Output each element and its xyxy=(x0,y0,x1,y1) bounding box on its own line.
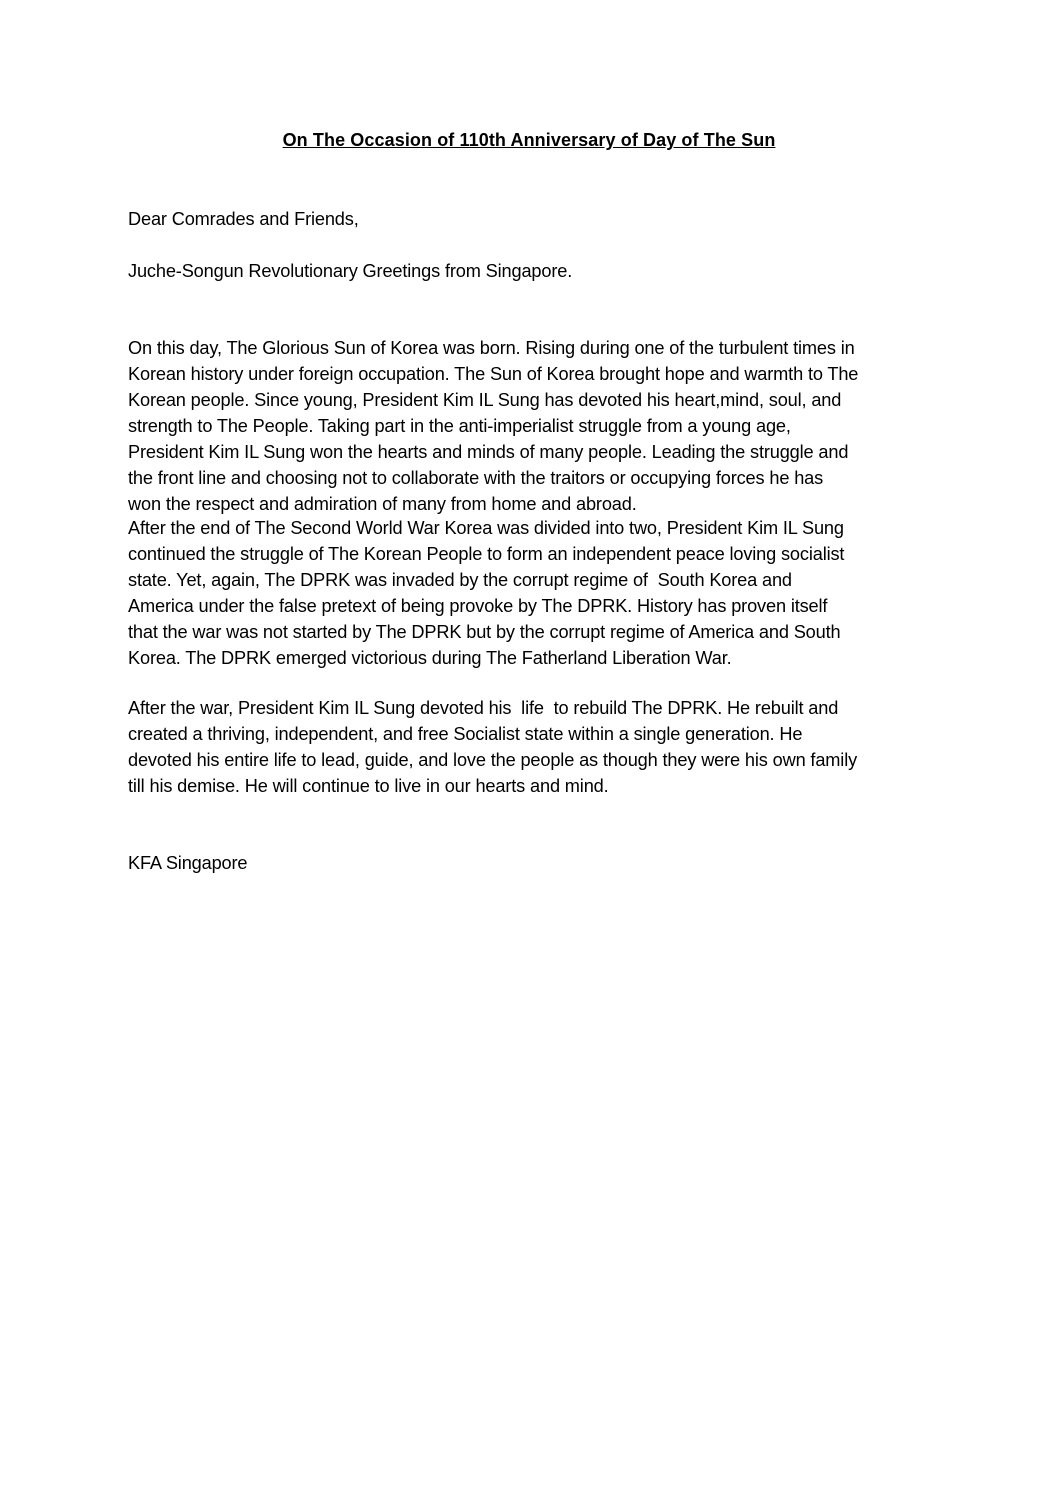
paragraph-line: created a thriving, independent, and free Socialist state within a single generation. He xyxy=(128,724,803,744)
salutation xyxy=(128,206,948,232)
paragraph-line: Korean history under foreign occupation. The Sun of Korea brought hope and warmth to The xyxy=(128,364,859,384)
paragraph-line: Korea. The DPRK emerged victorious during The Fatherland Liberation War. xyxy=(128,648,732,668)
paragraph-line: continued the struggle of The Korean People to form an independent peace loving socialist xyxy=(128,544,845,564)
paragraph-line: the front line and choosing not to collaborate with the traitors or occupying forces he has xyxy=(128,468,824,488)
paragraph-line: state. Yet, again, The DPRK was invaded by the corrupt regime of South Korea and xyxy=(128,570,792,590)
paragraph-line: On this day, The Glorious Sun of Korea was born. Rising during one of the turbulent times in xyxy=(128,338,855,358)
signature xyxy=(128,850,948,876)
paragraph-line: America under the false pretext of being provoke by The DPRK. History has proven itself xyxy=(128,596,828,616)
paragraph-1 xyxy=(128,335,948,517)
paragraph-line: devoted his entire life to lead, guide, and love the people as though they were his own family xyxy=(128,750,858,770)
paragraph-line: Korean people. Since young, President Kim IL Sung has devoted his heart,mind, soul, and xyxy=(128,390,842,410)
paragraph-2 xyxy=(128,515,948,671)
paragraph-line: strength to The People. Taking part in the anti-imperialist struggle from a young age, xyxy=(128,416,791,436)
paragraph-line: till his demise. He will continue to live in our hearts and mind. xyxy=(128,776,609,796)
paragraph-line: won the respect and admiration of many from home and abroad. xyxy=(128,494,637,514)
intro-greeting-text: Juche-Songun Revolutionary Greetings from Singapore. xyxy=(128,261,573,281)
paragraph-line: After the end of The Second World War Korea was divided into two, President Kim IL Sung xyxy=(128,518,844,538)
intro-greeting xyxy=(128,258,948,284)
paragraph-line: that the war was not started by The DPRK but by the corrupt regime of America and South xyxy=(128,622,841,642)
signature-text: KFA Singapore xyxy=(128,853,248,873)
document-title: On The Occasion of 110th Anniversary of Day of The Sun xyxy=(282,130,776,150)
paragraph-line: President Kim IL Sung won the hearts and minds of many people. Leading the struggle and xyxy=(128,442,849,462)
paragraph-line: After the war, President Kim IL Sung devoted his life to rebuild The DPRK. He rebuilt and xyxy=(128,698,839,718)
salutation-text: Dear Comrades and Friends, xyxy=(128,209,359,229)
paragraph-3 xyxy=(128,695,948,799)
